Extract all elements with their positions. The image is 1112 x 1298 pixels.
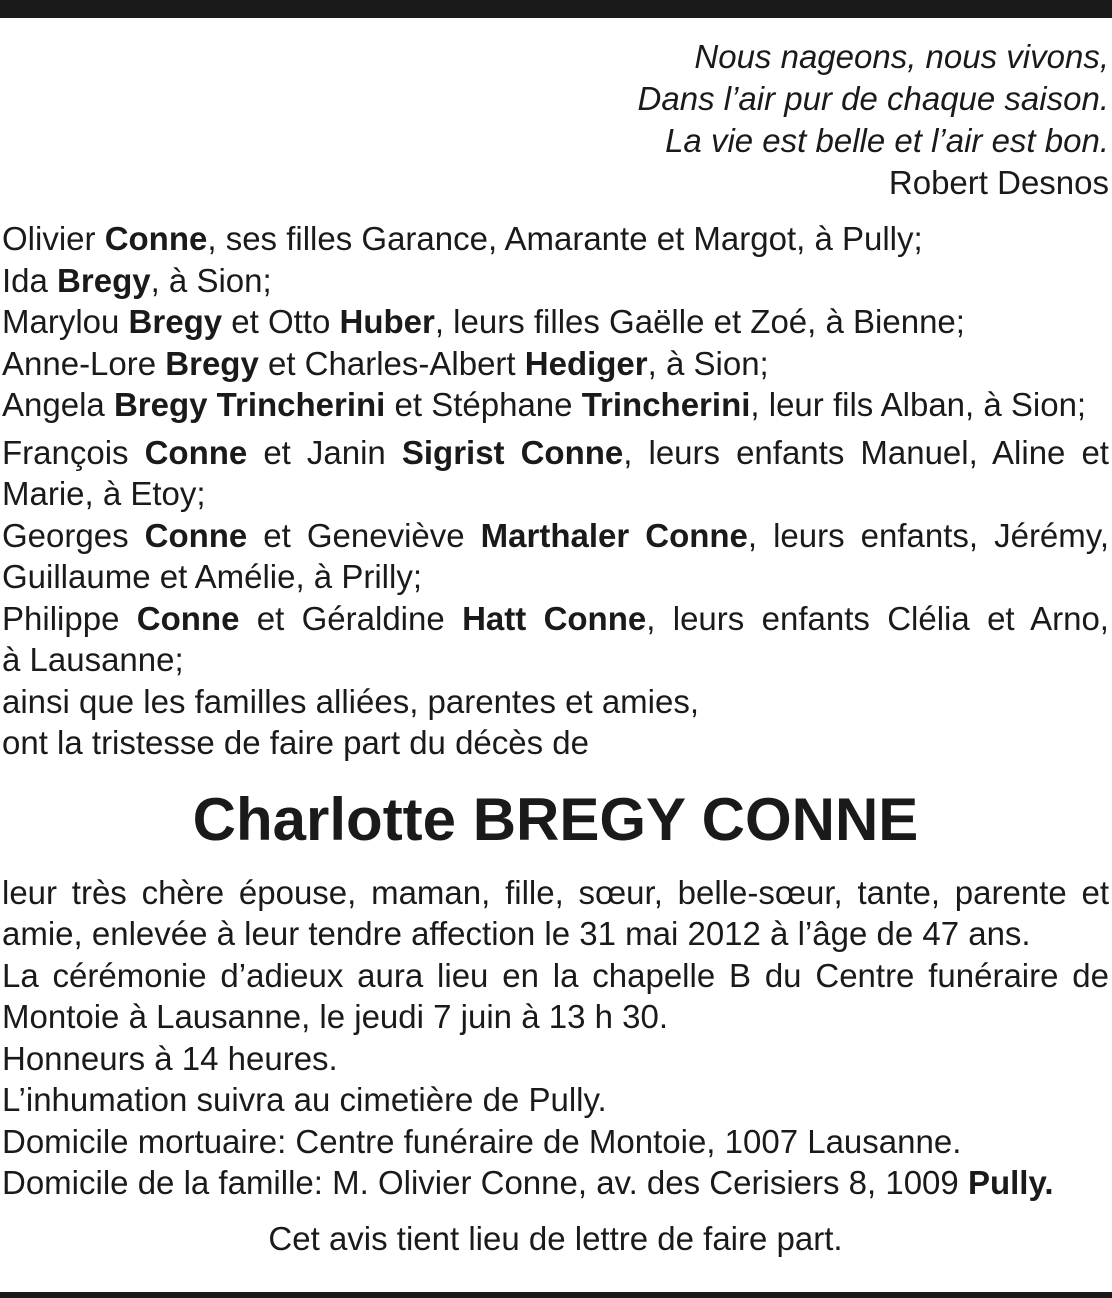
top-rule [0,0,1112,18]
poem-line: Nous nageons, nous vivons, [694,38,1109,75]
family-line: Olivier Conne, ses filles Garance, Amarante et Margot, à Pully; [2,220,923,257]
family-line: François Conne et Janin Sigrist Conne, leurs enfants Manuel, Aline et [2,433,1109,471]
family-line-cont: Guillaume et Amélie, à Prilly; [2,558,422,595]
intro-line: ainsi que les familles alliées, parentes et amies, [2,682,700,720]
closing-note: Cet avis tient lieu de lettre de faire part. [268,1219,843,1257]
family-line: Georges Conne et Geneviève Marthaler Conne, leurs enfants, Jérémy, [2,516,1109,554]
poem-line: La vie est belle et l’air est bon. [665,122,1109,159]
body-line: L’inhumation suivra au cimetière de Pully. [2,1081,607,1118]
body-line: amie, enlevée à leur tendre affection le 31 mai 2012 à l’âge de 47 ans. [2,915,1031,952]
poem-line: Dans l’air pur de chaque saison. [637,80,1109,117]
notice-body [2,872,1109,1204]
family-line: Ida Bregy, à Sion; [2,261,272,299]
deceased-name: Charlotte BREGY CONNE [192,785,919,853]
body-line: Montoie à Lausanne, le jeudi 7 juin à 13 h 30. [2,998,668,1035]
bottom-rule [0,1292,1112,1298]
family-line-cont: à Lausanne; [2,641,184,678]
family-line: Marylou Bregy et Otto Huber, leurs filles Gaëlle et Zoé, à Bienne; [2,303,965,340]
body-line: Honneurs à 14 heures. [2,1039,338,1077]
family-line: Angela Bregy Trincherini et Stéphane Trincherini, leur fils Alban, à Sion; [2,386,1087,423]
family-line: Anne-Lore Bregy et Charles-Albert Hediger, à Sion; [2,344,769,382]
intro-line: ont la tristesse de faire part du décès de [2,724,590,761]
poem-author: Robert Desnos [888,164,1109,201]
epigraph [2,36,1109,204]
family-list-2 [2,432,1109,764]
family-line-cont: Marie, à Etoy; [2,475,206,512]
body-line: leur très chère épouse, maman, fille, sœur, belle-sœur, tante, parente et [2,873,1109,911]
family-list [2,218,1109,426]
family-line: Philippe Conne et Géraldine Hatt Conne, leurs enfants Clélia et Arno, [2,599,1109,637]
body-line: Domicile mortuaire: Centre funéraire de Montoie, 1007 Lausanne. [2,1122,962,1160]
body-line: La cérémonie d’adieux aura lieu en la chapelle B du Centre funéraire de [2,956,1109,994]
family-address: Domicile de la famille: M. Olivier Conne, av. des Cerisiers 8, 1009 Pully. [2,1164,1054,1201]
obituary-notice [2,36,1109,1260]
